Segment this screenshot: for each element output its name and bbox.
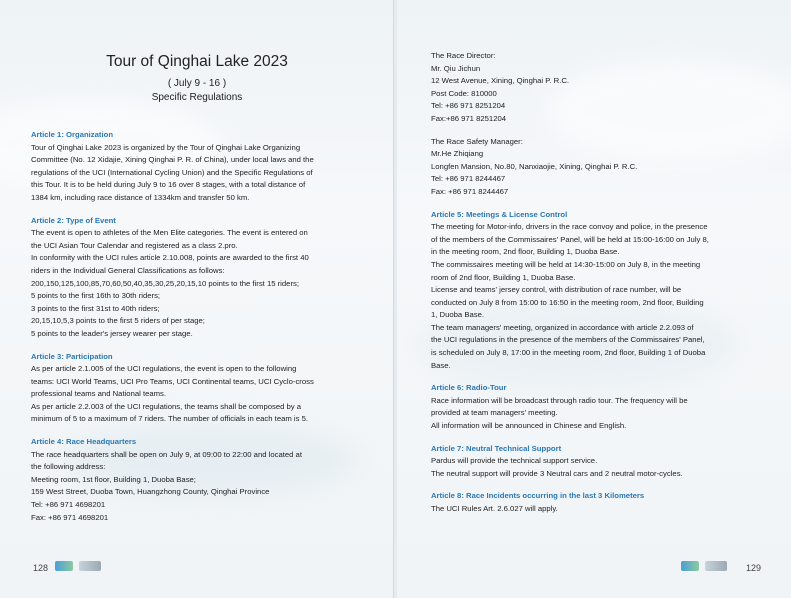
article-text-line: riders in the Individual General Classifications as follows:	[31, 265, 225, 275]
article-heading: Article 2: Type of Event	[31, 215, 116, 225]
article-text-line: Base.	[431, 360, 451, 370]
article-text-line: The event is open to athletes of the Men Elite categories. The event is entered on	[31, 228, 308, 238]
article-text-line: All information will be announced in Chinese and English.	[431, 421, 627, 431]
article-text-line: room of 2nd floor, Building 1, Duoba Base.	[431, 272, 576, 282]
article-text-line: conducted on July 8 from 15:00 to 16:50 in the meeting room, 2nd floor, Building	[431, 297, 704, 307]
article-text-line: of the members of the Commissaires' Panel, will be held at 15:00-16:00 on July 8,	[431, 234, 709, 244]
article-heading: Article 3: Participation	[31, 351, 113, 361]
footer-logos	[681, 561, 727, 571]
article-text-line: 200,150,125,100,85,70,60,50,40,35,30,25,20,15,10 points to the first 15 riders;	[31, 278, 299, 288]
article-text-line: the UCI Asian Tour Calendar and registered as a class 2.pro.	[31, 240, 238, 250]
article-text-line: Race information will be broadcast through radio tour. The frequency will be	[431, 395, 688, 405]
article-text-line: The neutral support will provide 3 Neutral cars and 2 neutral motor-cycles.	[431, 468, 683, 478]
article-text-line: this Tour. It is to be held during July 9 to 16 over 8 stages, with a total distance of	[31, 180, 306, 190]
article-text-line: The commissaires meeting will be held at 14:30-15:00 on July 8, in the meeting	[431, 259, 701, 269]
contact-line: Mr. Qiu Jichun	[431, 63, 481, 73]
article-text-line: regulations of the UCI (International Cycling Union) and the Specific Regulations of	[31, 167, 313, 177]
article-text-line: Fax: +86 971 4698201	[31, 512, 109, 522]
contact-line: Tel: +86 971 8251204	[431, 101, 506, 111]
article-text-line: As per article 2.1.005 of the UCI regulations, the event is open to the following	[31, 364, 297, 374]
page-number: 129	[746, 563, 762, 573]
tour-logo-icon	[681, 561, 699, 571]
article-text-line: As per article 2.2.003 of the UCI regulations, the teams shall be composed by a	[31, 401, 302, 411]
contact-line: Post Code: 810000	[431, 88, 497, 98]
article-text-line: 159 West Street, Duoba Town, Huangzhong County, Qinghai Province	[31, 487, 270, 497]
contact-line: The Race Safety Manager:	[431, 136, 523, 146]
contact-line: Longfen Mansion, No.80, Nanxiaojie, Xining, Qinghai P. R.C.	[431, 161, 638, 171]
article-text-line: provided at team managers' meeting.	[431, 408, 558, 418]
article-text-line: professional teams and National teams.	[31, 389, 167, 399]
article-heading: Article 4: Race Headquarters	[31, 437, 137, 447]
article-text-line: 5 points to the first 16th to 30th riders;	[31, 291, 161, 301]
article-text-line: 1384 km, including race distance of 1334km and transfer 50 km.	[31, 192, 250, 202]
partner-logo-icon	[705, 561, 727, 571]
article-text-line: The meeting for Motor-info, drivers in the race convoy and police, in the presence	[431, 222, 708, 232]
event-dates: ( July 9 - 16 )	[167, 78, 227, 89]
right-contact-list	[431, 50, 761, 516]
article-text-line: Tel: +86 971 4698201	[31, 500, 106, 510]
article-text-line: Pardus will provide the technical support service.	[431, 456, 598, 466]
contact-line: Mr.He Zhiqiang	[431, 149, 484, 159]
article-text-line: the UCI regulations in the presence of the members of the Commissaires' Panel,	[431, 335, 705, 345]
partner-logo-icon	[79, 561, 101, 571]
tour-logo-icon	[55, 561, 73, 571]
contact-line: Fax:+86 971 8251204	[431, 113, 507, 123]
contact-line: 12 West Avenue, Xining, Qinghai P. R.C.	[431, 76, 570, 86]
article-text-line: The team managers' meeting, organized in accordance with article 2.2.093 of	[431, 322, 694, 332]
article-heading: Article 7: Neutral Technical Support	[431, 443, 562, 453]
article-text-line: in the meeting room, 2nd floor, Building 1, Duoba Base.	[431, 247, 620, 257]
article-text-line: 5 points to the leader's jersey wearer per stage.	[31, 328, 193, 338]
article-text-line: minimum of 5 to a maximum of 7 riders. The number of officials in each team is 5.	[31, 414, 309, 424]
contact-line: Fax: +86 971 8244467	[431, 186, 509, 196]
left-page	[0, 0, 394, 598]
article-text-line: teams: UCI World Teams, UCI Pro Teams, UCI Continental teams, UCI Cyclo-cross	[31, 376, 314, 386]
article-text-line: the following address:	[31, 462, 106, 472]
article-text-line: In conformity with the UCI rules article 2.10.008, points are awarded to the first 40	[31, 253, 309, 263]
article-text-line: is scheduled on July 8, 17:00 in the meeting room, 2nd floor, Building 1 of Duoba	[431, 348, 706, 358]
article-text-line: Meeting room, 1st floor, Building 1, Duoba Base;	[31, 474, 196, 484]
article-text-line: 20,15,10,5,3 points to the first 5 riders of per stage;	[31, 316, 205, 326]
article-text-line: The race headquarters shall be open on July 9, at 09:00 to 22:00 and located at	[31, 449, 302, 459]
article-text-line: The UCI Rules Art. 2.6.027 will apply.	[431, 504, 558, 513]
article-text-line: Tour of Qinghai Lake 2023 is organized by the Tour of Qinghai Lake Organizing	[31, 142, 301, 152]
page-title: Tour of Qinghai Lake 2023	[106, 53, 288, 70]
article-text-line: 3 points to the first 31st to 40th riders;	[31, 303, 160, 313]
article-text-line: Committee (No. 12 Xidajie, Xining Qinghai P. R. of China), under local laws and the	[31, 155, 314, 165]
page-subtitle: Specific Regulations	[151, 92, 243, 103]
article-heading: Article 1: Organization	[31, 130, 114, 139]
article-heading: Article 6: Radio-Tour	[431, 383, 507, 393]
article-text-line: 1, Duoba Base.	[431, 310, 484, 320]
right-page	[397, 0, 791, 598]
left-article-list	[31, 129, 361, 524]
page-number: 128	[33, 563, 49, 573]
contact-line: The Race Director:	[431, 51, 496, 60]
footer-logos	[55, 561, 101, 571]
article-text-line: License and teams' jersey control, with distribution of race number, will be	[431, 285, 682, 295]
article-heading: Article 5: Meetings & License Control	[431, 209, 568, 219]
article-heading: Article 8: Race Incidents occurring in the last 3 Kilometers	[431, 491, 645, 501]
contact-line: Tel: +86 971 8244467	[431, 174, 506, 184]
